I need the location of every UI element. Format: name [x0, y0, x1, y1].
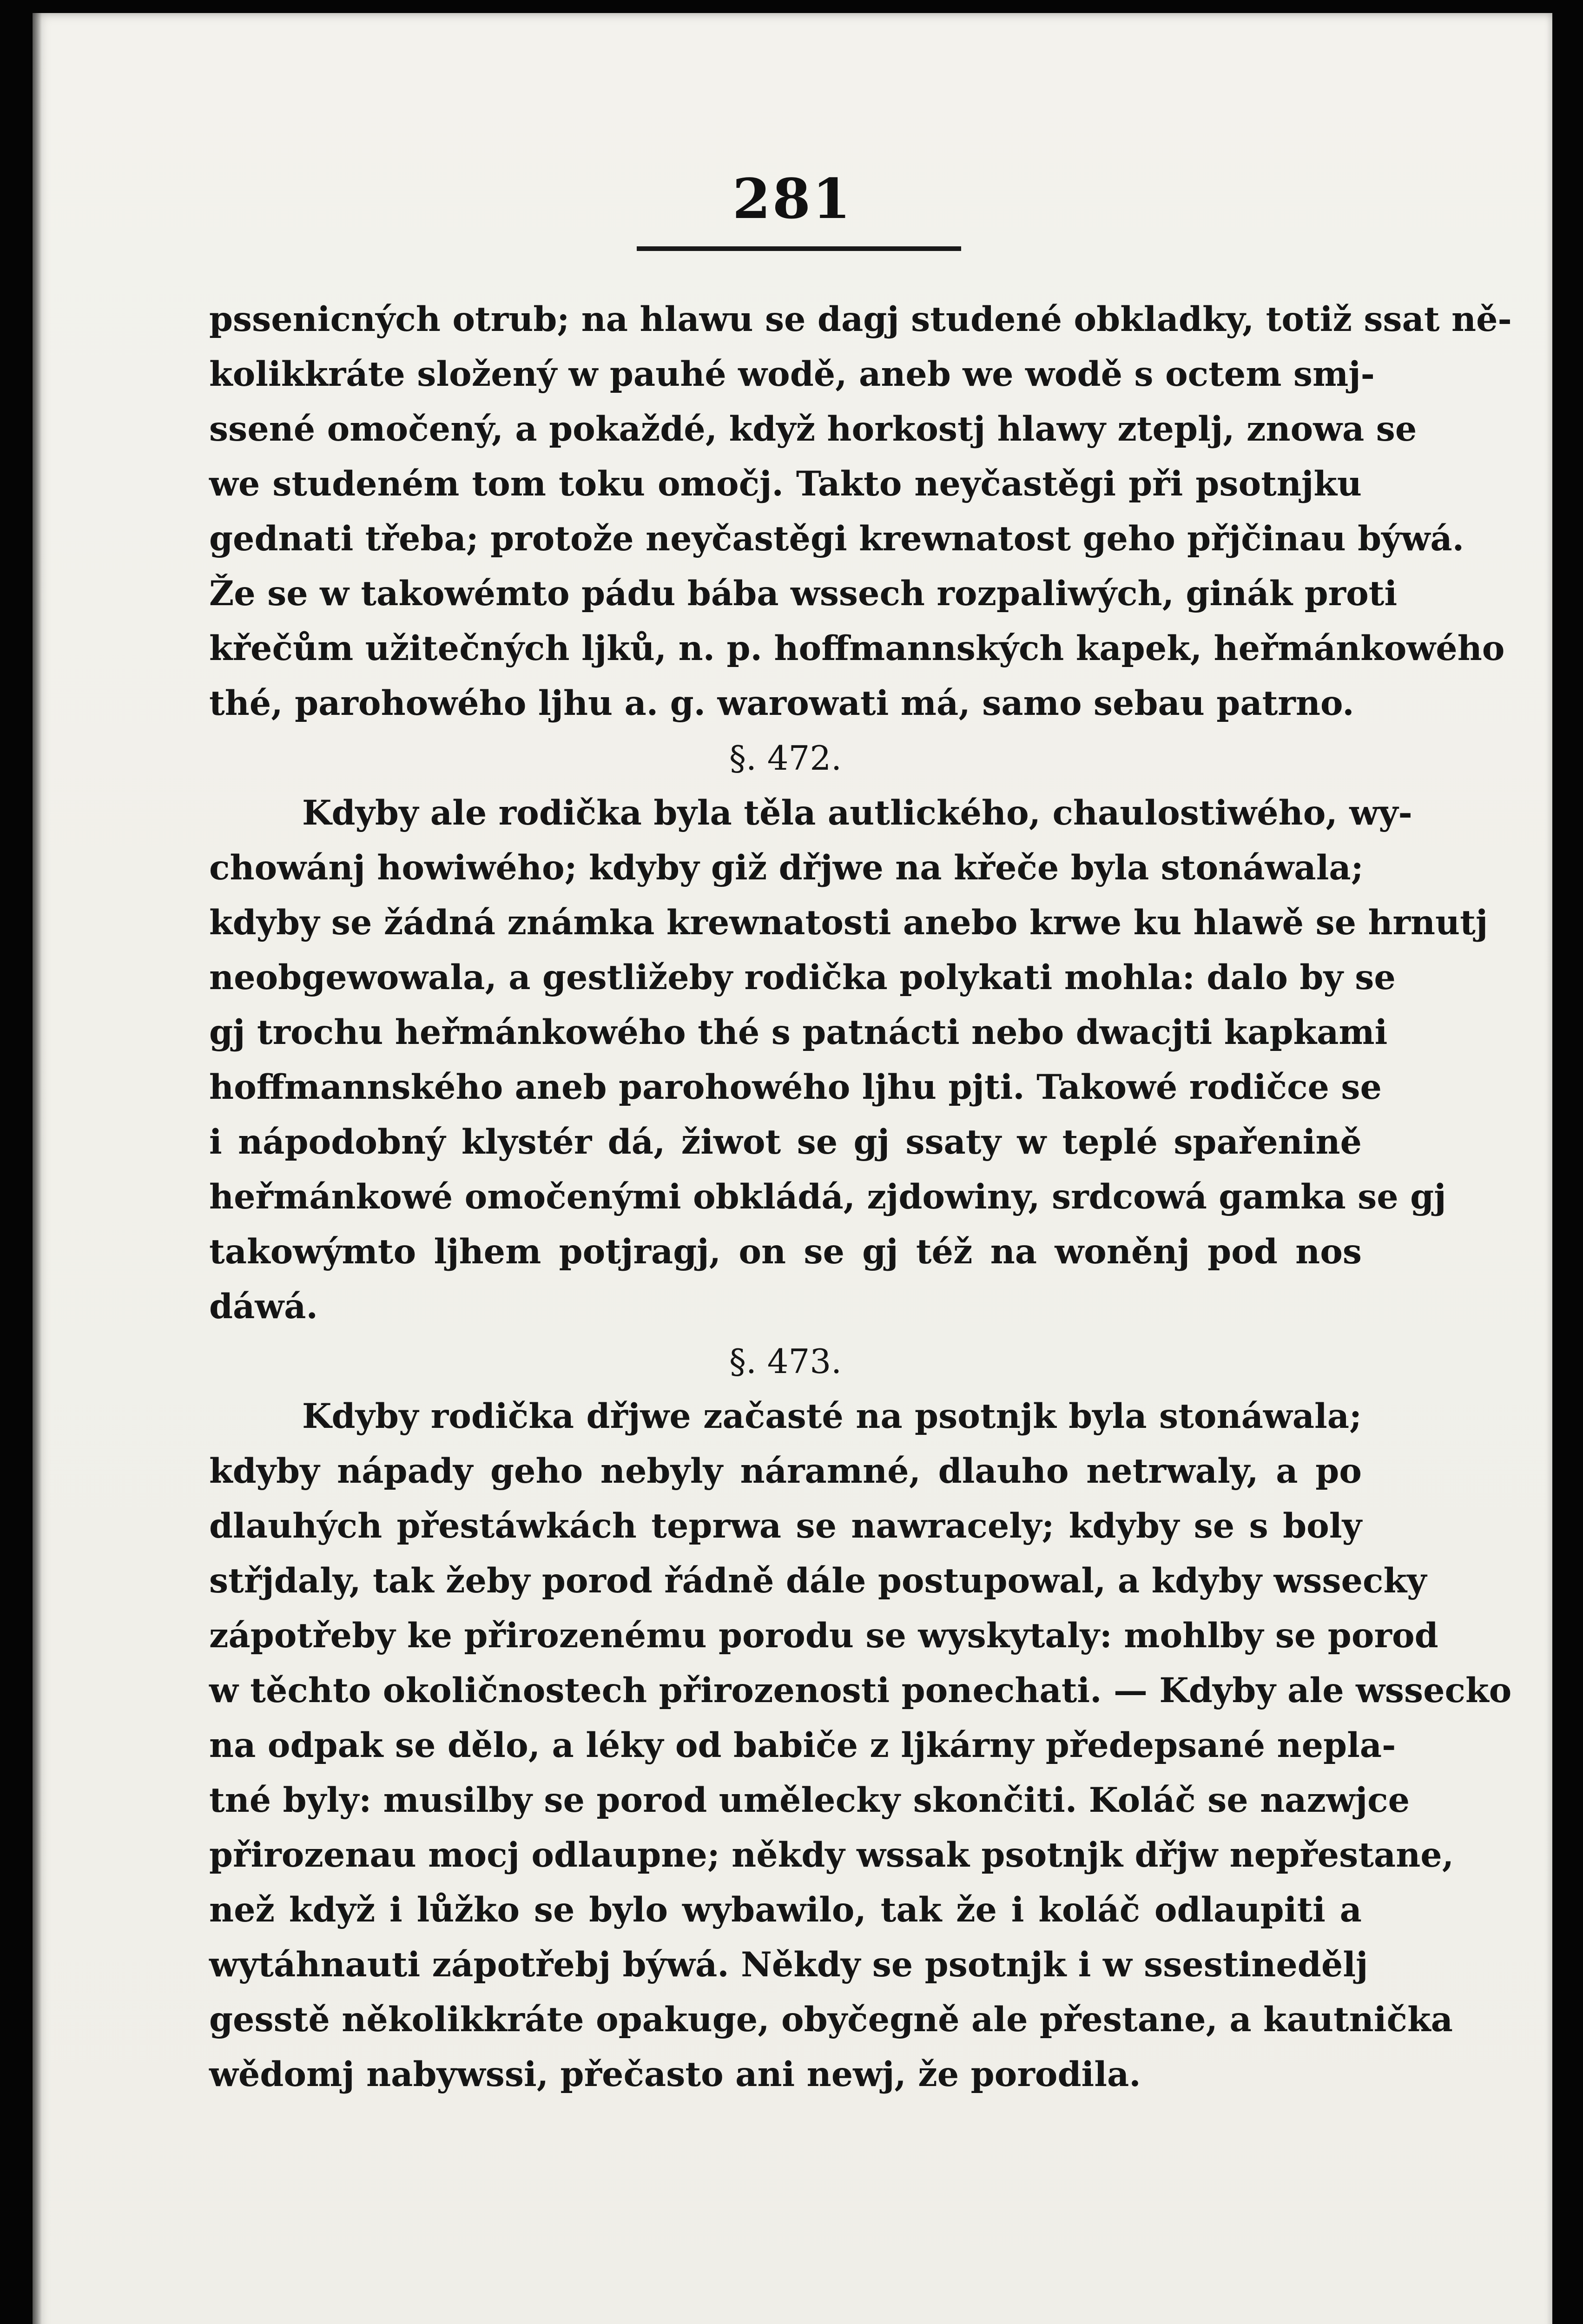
- text-line: ssené omočený, a pokaždé, když horkostj hlawy zteplj, znowa se: [209, 409, 1417, 449]
- text-line: kdyby se žádná známka krewnatosti anebo krwe ku hlawě se hrnutj: [209, 903, 1488, 943]
- text-line: Kdyby rodička dřjwe začasté na psotnjk byla stonáwala;: [302, 1396, 1362, 1436]
- book-page: [33, 13, 1552, 2324]
- text-line: pssenicných otrub; na hlawu se dagj studené obkladky, totiž ssat ně-: [209, 299, 1512, 339]
- text-line: gj trochu heřmánkowého thé s patnácti nebo dwacjti kapkami: [209, 1012, 1388, 1052]
- text-line: neobgewowala, a gestližeby rodička polykati mohla: dalo by se: [209, 957, 1396, 997]
- paragraph-continuation: [209, 292, 1512, 731]
- section-heading: §. 472.: [729, 739, 842, 778]
- text-line: dáwá.: [209, 1287, 318, 1327]
- text-line: střjdaly, tak žeby porod řádně dále postupowal, a kdyby wssecky: [209, 1561, 1427, 1601]
- text-line: thé, parohowého ljhu a. g. warowati má, samo sebau patrno.: [209, 683, 1354, 723]
- page-number: 281: [732, 166, 853, 231]
- text-line: heřmánkowé omočenými obkládá, zjdowiny, srdcowá gamka se gj: [209, 1177, 1446, 1217]
- text-line: takowýmto ljhem potjragj, on se gj též na woněnj pod nos: [209, 1232, 1362, 1272]
- text-line: hoffmannského aneb parohowého ljhu pjti. Takowé rodičce se: [209, 1067, 1382, 1107]
- text-line: gesstě několikkráte opakuge, obyčegně ale přestane, a kautnička: [209, 2000, 1453, 2040]
- text-line: kdyby nápady geho nebyly náramné, dlauho netrwaly, a po: [209, 1451, 1362, 1491]
- text-line: Že se w takowémto pádu bába wssech rozpaliwých, ginák proti: [209, 574, 1398, 614]
- text-line: tné byly: musilby se porod uměleckу skončiti. Koláč se nazwjce: [209, 1780, 1410, 1820]
- text-line: dlauhých přestáwkách teprwa se nawracely; kdyby se s boly: [209, 1506, 1362, 1546]
- section-472: [209, 731, 1488, 1334]
- text-line: i nápodobný klystér dá, žiwot se gj ssaty w teplé spařenině: [209, 1122, 1362, 1162]
- header-rule: [637, 246, 961, 251]
- section-473: [209, 1334, 1512, 2102]
- text-line: Kdyby ale rodička byla těla autlického, chaulostiwého, wy-: [302, 793, 1412, 833]
- text-line: we studeném tom toku omočj. Takto neyčastěgi při psotnjku: [209, 464, 1362, 504]
- text-line: než když i lůžko se bylo wybawilo, tak že i koláč odlaupiti a: [209, 1890, 1362, 1930]
- section-heading: §. 473.: [729, 1342, 842, 1381]
- text-line: zápotřeby ke přirozenému porodu se wyskytaly: mohlby se porod: [209, 1616, 1438, 1656]
- text-line: wědomj nabywssi, přečasto ani newj, že porodila.: [209, 2054, 1141, 2094]
- text-line: přirozenau mocj odlaupne; někdy wssak psotnjk dřjw nepřestane,: [209, 1835, 1454, 1875]
- body-text: [209, 292, 1512, 2102]
- text-line: w těchto okoličnostech přirozenosti ponechati. — Kdyby ale wssecko: [209, 1670, 1512, 1710]
- text-line: křečům užitečných ljků, n. p. hoffmannských kapek, heřmánkowého: [209, 628, 1505, 668]
- text-line: na odpak se dělo, a léky od babiče z ljkárny předepsané nepla-: [209, 1725, 1396, 1765]
- text-line: gednati třeba; protože neyčastěgi krewnatost geho přjčinau býwá.: [209, 519, 1464, 559]
- page-gutter-shadow: [33, 13, 42, 2324]
- text-line: chowánj howiwého; kdyby giž dřjwe na křeče byla stonáwala;: [209, 848, 1364, 888]
- text-line: wytáhnauti zápotřebj býwá. Někdy se psotnjk i w ssestinedělj: [209, 1945, 1368, 1985]
- text-line: kolikkráte složený w pauhé wodě, aneb we wodě s octem smj-: [209, 354, 1375, 394]
